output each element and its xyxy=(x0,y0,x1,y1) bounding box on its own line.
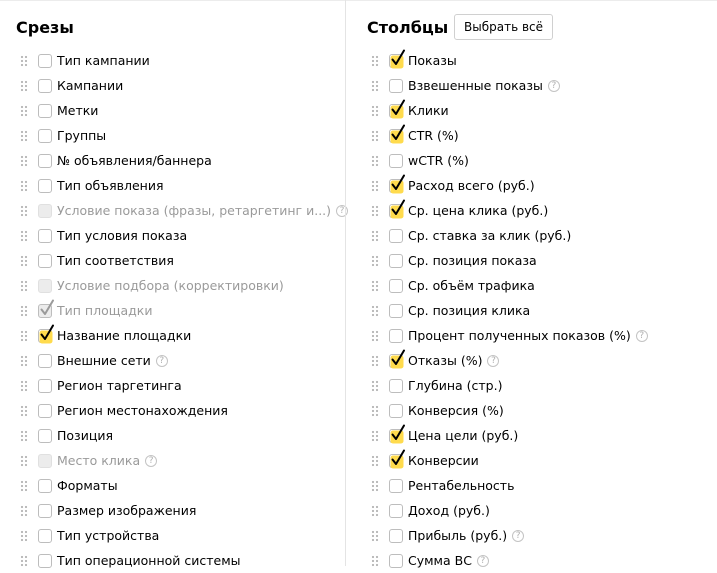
column-row xyxy=(346,448,717,473)
column-label[interactable]: Цена цели (руб.) xyxy=(408,427,519,443)
slice-row xyxy=(0,273,345,298)
checkmark-icon xyxy=(390,349,406,367)
column-row xyxy=(346,348,717,373)
slice-row xyxy=(0,323,345,348)
column-row xyxy=(346,248,717,273)
slice-checkbox[interactable] xyxy=(38,404,52,418)
column-row xyxy=(346,273,717,298)
column-label[interactable]: Отказы (%) xyxy=(408,352,483,368)
column-checkbox[interactable] xyxy=(389,554,403,568)
slice-row xyxy=(0,123,345,148)
column-label[interactable]: Ср. объём трафика xyxy=(408,277,535,293)
column-checkbox[interactable] xyxy=(389,529,403,543)
column-row xyxy=(346,423,717,448)
drag-handle-icon[interactable] xyxy=(20,105,28,117)
columns-header xyxy=(346,14,717,42)
drag-handle-icon[interactable] xyxy=(20,405,28,417)
drag-handle-icon[interactable] xyxy=(20,130,28,142)
slice-label[interactable]: Метки xyxy=(57,102,99,118)
column-checkbox[interactable] xyxy=(389,179,403,193)
column-label[interactable]: Процент полученных показов (%) xyxy=(408,327,631,343)
column-checkbox[interactable] xyxy=(389,379,403,393)
drag-handle-icon[interactable] xyxy=(371,255,379,267)
column-label[interactable]: Сумма ВС xyxy=(408,552,472,568)
slice-checkbox[interactable] xyxy=(38,54,52,68)
drag-handle-icon[interactable] xyxy=(20,480,28,492)
column-row xyxy=(346,323,717,348)
column-label[interactable]: Клики xyxy=(408,102,449,118)
column-checkbox[interactable] xyxy=(389,79,403,93)
column-checkbox[interactable] xyxy=(389,504,403,518)
slice-label[interactable]: Кампании xyxy=(57,77,124,93)
checkmark-icon xyxy=(390,174,406,192)
slice-row xyxy=(0,423,345,448)
drag-handle-icon[interactable] xyxy=(371,330,379,342)
slice-label[interactable]: Тип кампании xyxy=(57,52,150,68)
slice-row xyxy=(0,98,345,123)
drag-handle-icon[interactable] xyxy=(371,305,379,317)
slice-row xyxy=(0,548,345,573)
slice-label: Условие показа (фразы, ретаргетинг и...) xyxy=(57,202,332,218)
column-checkbox[interactable] xyxy=(389,229,403,243)
column-label[interactable]: Расход всего (руб.) xyxy=(408,177,535,193)
drag-handle-icon[interactable] xyxy=(20,530,28,542)
column-checkbox[interactable] xyxy=(389,429,403,443)
drag-handle-icon[interactable] xyxy=(371,180,379,192)
help-icon[interactable]: ? xyxy=(512,530,524,542)
columns-list xyxy=(346,48,717,573)
help-icon[interactable]: ? xyxy=(477,555,489,567)
slice-checkbox xyxy=(38,454,52,468)
drag-handle-icon[interactable] xyxy=(20,55,28,67)
slice-checkbox[interactable] xyxy=(38,329,52,343)
slice-row xyxy=(0,223,345,248)
column-checkbox[interactable] xyxy=(389,279,403,293)
column-label[interactable]: Конверсия (%) xyxy=(408,402,504,418)
drag-handle-icon[interactable] xyxy=(20,555,28,567)
help-icon[interactable]: ? xyxy=(145,455,157,467)
drag-handle-icon[interactable] xyxy=(371,455,379,467)
slice-row xyxy=(0,473,345,498)
column-label[interactable]: Ср. ставка за клик (руб.) xyxy=(408,227,572,243)
slice-label[interactable]: Тип объявления xyxy=(57,177,164,193)
slice-checkbox xyxy=(38,204,52,218)
slices-list xyxy=(0,48,345,573)
column-label[interactable]: Взвешенные показы xyxy=(408,77,543,93)
help-icon[interactable]: ? xyxy=(636,330,648,342)
drag-handle-icon[interactable] xyxy=(20,305,28,317)
drag-handle-icon[interactable] xyxy=(20,430,28,442)
column-checkbox[interactable] xyxy=(389,329,403,343)
columns-title: Столбцы xyxy=(367,18,449,37)
slice-label[interactable]: Группы xyxy=(57,127,107,143)
column-row xyxy=(346,73,717,98)
column-row xyxy=(346,473,717,498)
drag-handle-icon[interactable] xyxy=(371,505,379,517)
slice-checkbox[interactable] xyxy=(38,529,52,543)
drag-handle-icon[interactable] xyxy=(371,480,379,492)
slice-row xyxy=(0,348,345,373)
column-row xyxy=(346,548,717,573)
column-label[interactable]: Рентабельность xyxy=(408,477,515,493)
checkmark-icon xyxy=(390,424,406,442)
drag-handle-icon[interactable] xyxy=(371,555,379,567)
column-checkbox[interactable] xyxy=(389,304,403,318)
column-row xyxy=(346,148,717,173)
column-row xyxy=(346,48,717,73)
slice-row xyxy=(0,498,345,523)
checkmark-icon xyxy=(390,124,406,142)
slice-checkbox[interactable] xyxy=(38,254,52,268)
column-row xyxy=(346,98,717,123)
slice-label[interactable]: Регион таргетинга xyxy=(57,377,182,393)
column-label[interactable]: wCTR (%) xyxy=(408,152,469,168)
column-checkbox[interactable] xyxy=(389,354,403,368)
drag-handle-icon[interactable] xyxy=(20,80,28,92)
column-row xyxy=(346,523,717,548)
column-checkbox[interactable] xyxy=(389,454,403,468)
column-label[interactable]: Доход (руб.) xyxy=(408,502,490,518)
slice-label[interactable]: Внешние сети xyxy=(57,352,151,368)
drag-handle-icon[interactable] xyxy=(20,280,28,292)
slice-label[interactable]: Тип условия показа xyxy=(57,227,188,243)
drag-handle-icon[interactable] xyxy=(20,230,28,242)
slice-checkbox[interactable] xyxy=(38,129,52,143)
column-checkbox[interactable] xyxy=(389,404,403,418)
drag-handle-icon[interactable] xyxy=(20,380,28,392)
drag-handle-icon[interactable] xyxy=(371,105,379,117)
checkmark-icon xyxy=(390,99,406,117)
drag-handle-icon[interactable] xyxy=(371,80,379,92)
drag-handle-icon[interactable] xyxy=(371,130,379,142)
column-checkbox[interactable] xyxy=(389,54,403,68)
slice-row xyxy=(0,73,345,98)
drag-handle-icon[interactable] xyxy=(20,205,28,217)
slice-row xyxy=(0,523,345,548)
drag-handle-icon[interactable] xyxy=(20,330,28,342)
slice-row xyxy=(0,173,345,198)
drag-handle-icon[interactable] xyxy=(371,530,379,542)
drag-handle-icon[interactable] xyxy=(20,255,28,267)
checkmark-icon xyxy=(390,449,406,467)
checkmark-icon xyxy=(390,49,406,67)
slices-header xyxy=(0,14,345,42)
slice-label[interactable]: Размер изображения xyxy=(57,502,197,518)
column-row xyxy=(346,173,717,198)
slice-label: Тип площадки xyxy=(57,302,153,318)
slice-row xyxy=(0,198,345,223)
column-label[interactable]: Ср. позиция клика xyxy=(408,302,531,318)
column-checkbox[interactable] xyxy=(389,204,403,218)
slice-label[interactable]: № объявления/баннера xyxy=(57,152,212,168)
slice-label[interactable]: Название площадки xyxy=(57,327,192,343)
slice-row xyxy=(0,398,345,423)
drag-handle-icon[interactable] xyxy=(371,405,379,417)
drag-handle-icon[interactable] xyxy=(371,280,379,292)
slice-checkbox[interactable] xyxy=(38,354,52,368)
column-checkbox[interactable] xyxy=(389,154,403,168)
slice-checkbox[interactable] xyxy=(38,504,52,518)
column-row xyxy=(346,223,717,248)
column-label[interactable]: Прибыль (руб.) xyxy=(408,527,508,543)
column-row xyxy=(346,498,717,523)
drag-handle-icon[interactable] xyxy=(371,155,379,167)
slice-label: Место клика xyxy=(57,452,141,468)
column-checkbox[interactable] xyxy=(389,129,403,143)
drag-handle-icon[interactable] xyxy=(20,455,28,467)
column-row xyxy=(346,398,717,423)
slice-checkbox xyxy=(38,279,52,293)
slice-checkbox[interactable] xyxy=(38,554,52,568)
slice-checkbox[interactable] xyxy=(38,429,52,443)
column-checkbox[interactable] xyxy=(389,479,403,493)
drag-handle-icon[interactable] xyxy=(371,380,379,392)
slice-checkbox[interactable] xyxy=(38,229,52,243)
column-row xyxy=(346,298,717,323)
drag-handle-icon[interactable] xyxy=(20,155,28,167)
slice-row xyxy=(0,298,345,323)
select-all-button[interactable]: Выбрать всё xyxy=(454,14,553,40)
slice-checkbox xyxy=(38,304,52,318)
drag-handle-icon[interactable] xyxy=(20,505,28,517)
slice-label[interactable]: Тип соответствия xyxy=(57,252,174,268)
checkmark-icon xyxy=(39,299,55,317)
drag-handle-icon[interactable] xyxy=(371,55,379,67)
slice-row xyxy=(0,448,345,473)
column-label[interactable]: Ср. цена клика (руб.) xyxy=(408,202,549,218)
column-label[interactable]: Ср. позиция показа xyxy=(408,252,537,268)
column-label[interactable]: Конверсии xyxy=(408,452,479,468)
slice-label[interactable]: Позиция xyxy=(57,427,113,443)
slice-checkbox[interactable] xyxy=(38,179,52,193)
help-icon[interactable]: ? xyxy=(156,355,168,367)
slice-checkbox[interactable] xyxy=(38,479,52,493)
drag-handle-icon[interactable] xyxy=(371,430,379,442)
column-label[interactable]: Показы xyxy=(408,52,457,68)
column-row xyxy=(346,373,717,398)
slices-title: Срезы xyxy=(16,18,74,37)
slice-checkbox[interactable] xyxy=(38,379,52,393)
column-checkbox[interactable] xyxy=(389,104,403,118)
column-row xyxy=(346,123,717,148)
slice-checkbox[interactable] xyxy=(38,104,52,118)
slice-checkbox[interactable] xyxy=(38,154,52,168)
slice-label[interactable]: Регион местонахождения xyxy=(57,402,228,418)
slice-label[interactable]: Форматы xyxy=(57,477,118,493)
column-label[interactable]: CTR (%) xyxy=(408,127,459,143)
slice-label[interactable]: Тип операционной системы xyxy=(57,552,241,568)
drag-handle-icon[interactable] xyxy=(20,355,28,367)
help-icon[interactable]: ? xyxy=(336,205,348,217)
checkmark-icon xyxy=(39,324,55,342)
help-icon[interactable]: ? xyxy=(548,80,560,92)
drag-handle-icon[interactable] xyxy=(371,205,379,217)
slice-label: Условие подбора (корректировки) xyxy=(57,277,284,293)
columns-panel xyxy=(346,0,717,566)
slice-row xyxy=(0,48,345,73)
slice-row xyxy=(0,373,345,398)
drag-handle-icon[interactable] xyxy=(371,355,379,367)
slice-label[interactable]: Тип устройства xyxy=(57,527,160,543)
column-checkbox[interactable] xyxy=(389,254,403,268)
slice-row xyxy=(0,248,345,273)
slice-row xyxy=(0,148,345,173)
checkmark-icon xyxy=(390,199,406,217)
column-row xyxy=(346,198,717,223)
slices-panel xyxy=(0,0,345,566)
drag-handle-icon[interactable] xyxy=(371,230,379,242)
column-label[interactable]: Глубина (стр.) xyxy=(408,377,503,393)
drag-handle-icon[interactable] xyxy=(20,180,28,192)
slice-checkbox[interactable] xyxy=(38,79,52,93)
help-icon[interactable]: ? xyxy=(487,355,499,367)
